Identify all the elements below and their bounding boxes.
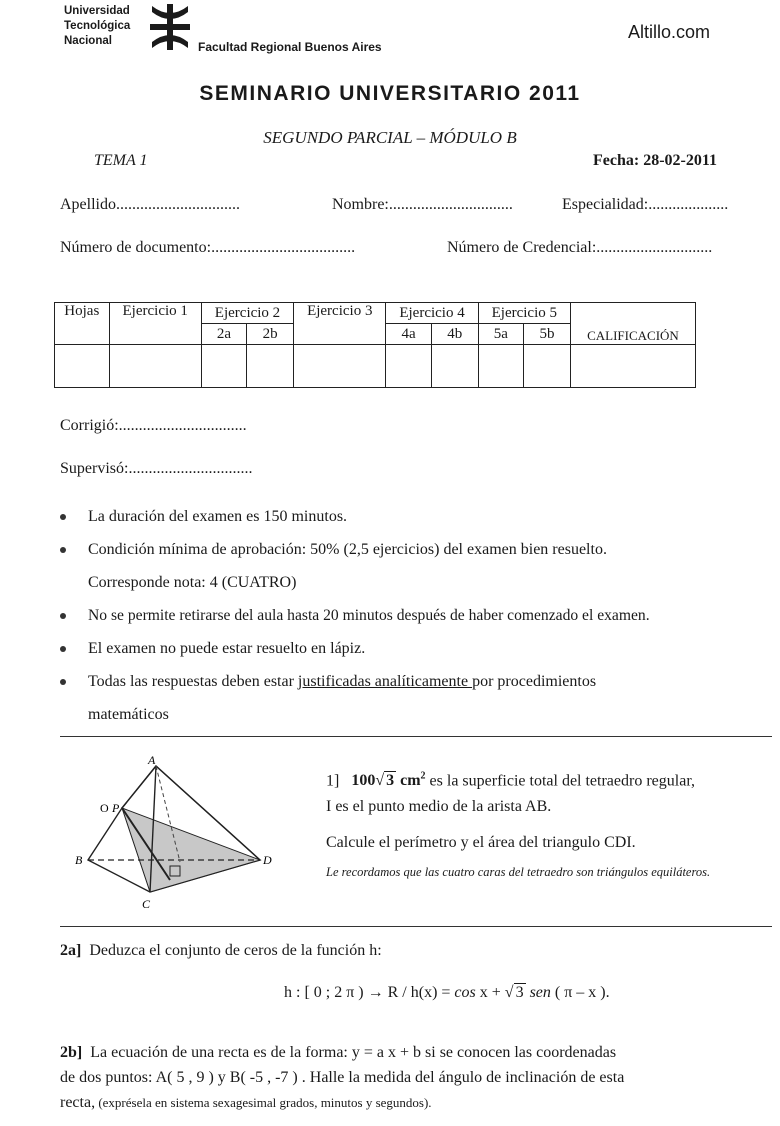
exercise-2a [60,942,382,960]
formula-root: 3 [515,984,524,1001]
header-hojas: Hojas [55,303,110,345]
exercise-1 [326,764,772,881]
field-credencial: Número de Credencial:............................. [447,239,713,256]
fig-label-b: B [75,853,83,867]
grades-table [54,302,696,388]
ex1-line-3: Calcule el perímetro y el área del triangulo CDI. [326,834,636,852]
ex2b-line-3 [60,1090,772,1115]
cell-blank [386,345,431,388]
rule-item [60,632,776,665]
formula-part: x + [475,984,505,1001]
university-line: Universidad [64,5,130,17]
ex2b-line-1 [60,1040,772,1065]
bullet-icon [60,613,66,619]
ex2b-text-small: (exprésela en sistema sexagesimal grados, minutos y segundos). [95,1095,432,1110]
rule-item [60,500,776,533]
university-line: Nacional [64,35,112,47]
faculty-name: Facultad Regional Buenos Aires [198,40,382,54]
sub-5a: 5a [478,324,523,345]
field-documento: Número de documento:.................................... [60,239,356,256]
ex2a-formula: h : [ 0 ; 2 π ) → R / h(x) = cos x + √ 3 sen ( π – x ). [284,984,610,1001]
fig-label-d: D [263,853,272,867]
fig-label-o: O [100,801,109,815]
exercise-2b [60,1040,772,1115]
sub-4a: 4a [386,324,431,345]
header-ejercicio-4: Ejercicio 4 [386,303,478,324]
rule-continuation: Corresponde nota: 4 (CUATRO) [88,574,297,591]
ex2b-text: La ecuación de una recta es de la forma: y = a x + b si se conocen las coordenadas [90,1044,617,1061]
cell-blank [478,345,523,388]
formula-part: h : [ 0 ; 2 π ) → R / h(x) = [284,984,455,1001]
fig-label-p: P [112,801,120,815]
header-calificacion: CALIFICACIÓN [570,303,695,345]
cell-blank [201,345,246,388]
sub-5b: 5b [523,324,570,345]
header-ejercicio-2: Ejercicio 2 [201,303,293,324]
ex1-line-2: I es el punto medio de la arista AB. [326,798,552,816]
ex1-unit: cm [400,772,421,790]
watermark: Altillo.com [628,22,711,42]
exam-subtitle: SEGUNDO PARCIAL – MÓDULO B [263,128,517,147]
cell-blank [523,345,570,388]
field-apellido: Apellido............................... [60,196,240,213]
rule-item [60,533,776,566]
formula-sen: sen [525,984,551,1001]
ex2a-text: Deduzca el conjunto de ceros de la función h: [89,942,382,959]
exam-title: SEMINARIO UNIVERSITARIO 2011 [199,82,581,105]
ex1-root: 3 [386,772,395,790]
ex1-note: Le recordamos que las cuatro caras del tetraedro son triángulos equiláteros. [326,865,711,880]
header-ejercicio-3: Ejercicio 3 [294,303,386,345]
university-line: Tecnológica [64,20,131,32]
bullet-icon [60,646,66,652]
cell-blank [570,345,695,388]
ex1-number: 1] [326,772,340,790]
rule-text-underlined: justificadas analíticamente [297,673,473,690]
exam-date: Fecha: 28-02-2011 [593,152,717,169]
bullet-icon [60,514,66,520]
field-superviso: Supervisó:............................... [60,460,253,477]
rule-text: No se permite retirarse del aula hasta 20 minutos después de haber comenzado el examen. [88,607,650,624]
ex2b-number: 2b] [60,1044,83,1061]
ex2b-line-2: de dos puntos: A( 5 , 9 ) y B( -5 , -7 ) . Halle la medida del ángulo de inclinación de esta [60,1069,625,1086]
sub-2b: 2b [247,324,294,345]
fig-label-c: C [142,897,151,911]
fig-label-a: A [148,753,156,767]
cell-blank [109,345,201,388]
header-ejercicio-5: Ejercicio 5 [478,303,570,324]
rule-text: Condición mínima de aprobación: 50% (2,5 ejercicios) del examen bien resuelto. [88,541,607,558]
cell-blank [431,345,478,388]
formula-cos: cos [454,984,476,1001]
rule-text: Todas las respuestas deben estar [88,673,298,690]
ex1-value: 100 [351,772,376,790]
ex1-line-1: 1] 100√ 3 $cm^2$ es la superficie total del tetraedro regular, [326,771,695,790]
rule-text: por procedimientos [472,673,597,690]
field-nombre: Nombre:............................... [332,196,513,213]
sub-2a: 2a [201,324,246,345]
ex2b-text: recta, [60,1094,96,1111]
header-ejercicio-1: Ejercicio 1 [109,303,201,345]
field-corrigio: Corrigió:................................ [60,417,247,434]
tetrahedron-figure [60,752,280,912]
rule-continuation: matemáticos [88,706,169,723]
bullet-icon [60,547,66,553]
rule-item [60,665,776,698]
divider [60,926,772,927]
cell-blank [247,345,294,388]
field-especialidad: Especialidad:.................... [562,196,729,213]
divider [60,736,772,737]
ex1-text: es la superficie total del tetraedro regular, [425,772,695,790]
rule-text: La duración del examen es 150 minutos. [88,508,348,525]
exam-tema: TEMA 1 [94,152,148,169]
cell-blank [294,345,386,388]
ex2a-number: 2a] [60,942,82,959]
rule-item [60,599,776,632]
university-name [64,4,130,49]
rule-text: El examen no puede estar resuelto en lápiz. [88,640,366,657]
utn-logo-icon [150,4,190,50]
cell-blank [55,345,110,388]
sub-4b: 4b [431,324,478,345]
bullet-icon [60,679,66,685]
formula-part: ( π – x ). [550,984,610,1001]
rules-list [60,500,776,731]
